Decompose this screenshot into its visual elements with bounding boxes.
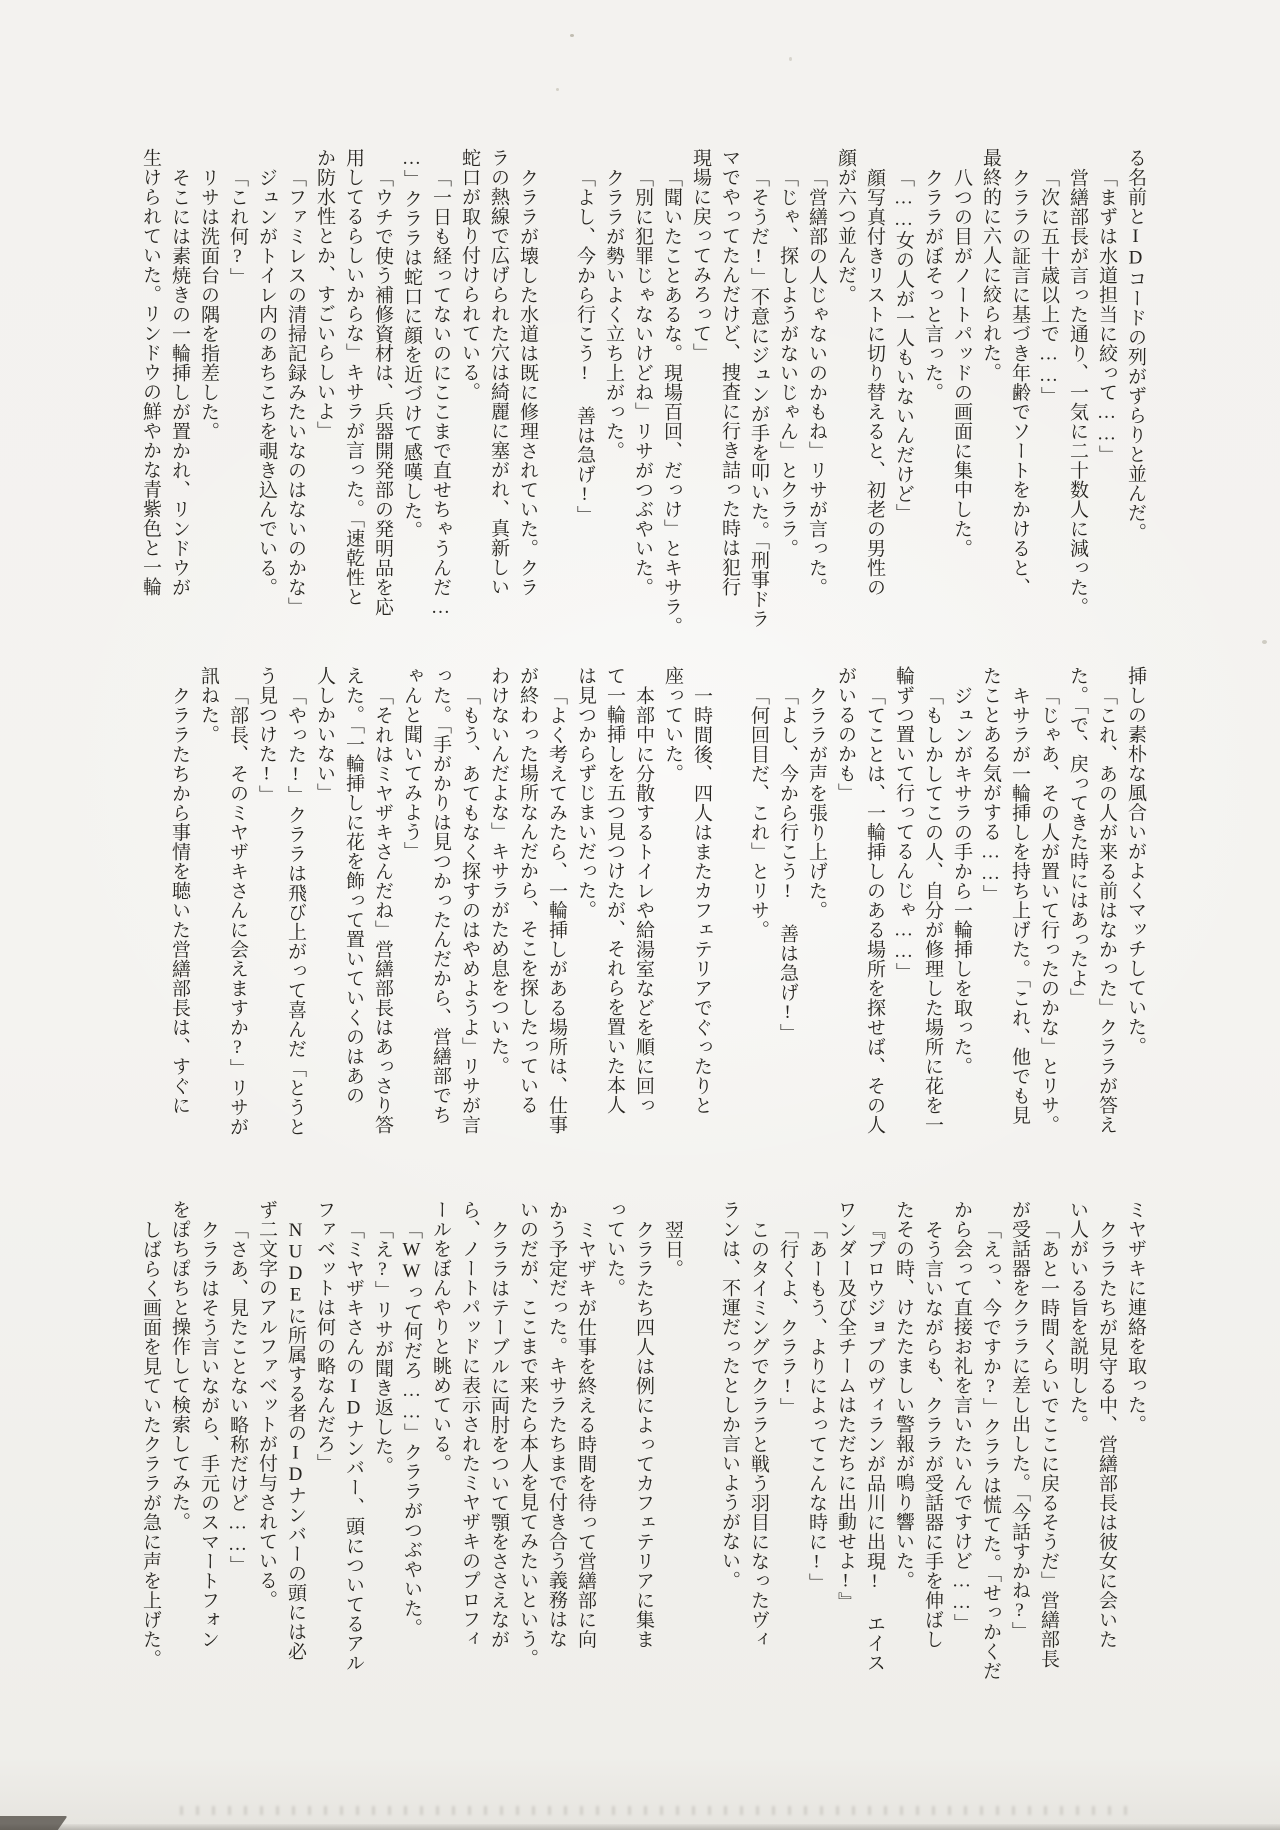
text-column: 「何回目だ、これ」とリサ。 bbox=[748, 686, 769, 940]
text-column: たその時、けたたましい警報が鳴り響いた。 bbox=[893, 1200, 914, 1590]
text-column: クララが壊した水道は既に修理されていた。クラ bbox=[517, 168, 538, 597]
text-column: クララたちが見守る中、営繕部長は彼女に会いた bbox=[1096, 1220, 1117, 1649]
scan-speck bbox=[1262, 640, 1267, 644]
text-column: ゃんと聞いてみよう」 bbox=[401, 666, 422, 861]
text-column: ミヤザキに連絡を取った。 bbox=[1125, 1200, 1146, 1434]
text-column: 「じゃあ、その人が置いて行ったのかな」とリサ。 bbox=[1038, 686, 1059, 1135]
text-column: ラの熱線で広げられた穴は綺麗に塞がれ、真新しい bbox=[488, 148, 509, 597]
text-column: が受話器をクララに差し出した。「今話すかね?」 bbox=[1009, 1200, 1030, 1641]
text-column: 「もう、あてもなく探すのはやめようよ」リサが言 bbox=[459, 686, 480, 1135]
text-column: ミヤザキが仕事を終える時間を待って営繕部に向 bbox=[575, 1220, 596, 1649]
text-column: 営繕部長が言った通り、一気に二十数人に減った。 bbox=[1067, 168, 1088, 617]
text-column: 「行くよ、クララ!」 bbox=[777, 1220, 798, 1417]
text-column: クララが勢いよく立ち上がった。 bbox=[603, 168, 624, 461]
text-column: 「てことは、一輪挿しのある場所を探せば、その人 bbox=[864, 686, 885, 1135]
text-column: が終わった場所なんだから、そこを探したっている bbox=[517, 666, 538, 1115]
text-band-middle bbox=[125, 666, 1150, 1178]
text-column: っていた。 bbox=[604, 1200, 625, 1298]
text-column: をぽちぽちと操作して検索してみた。 bbox=[169, 1200, 190, 1532]
text-column: NUDEに所属する者のIDナンバーの頭には必 bbox=[285, 1220, 306, 1661]
text-column: キサラが一輪挿しを持ち上げた。「これ、他でも見 bbox=[1009, 686, 1030, 1125]
text-column: る名前とIDコードの列がずらりと並んだ。 bbox=[1125, 148, 1146, 542]
text-column: 輪ずつ置いて行ってるんじゃ……」 bbox=[893, 666, 914, 982]
text-column: ら、ノートパッドに表示されたミヤザキのプロフィ bbox=[459, 1200, 480, 1649]
text-column: がいるのかも」 bbox=[835, 666, 856, 803]
text-column: は見つからずじまいだった。 bbox=[575, 666, 596, 920]
text-column: 「ウチで使う補修資材は、兵器開発部の発明品を応 bbox=[372, 168, 393, 617]
text-column: 「ファミレスの清掃記録みたいなのはないのかな」 bbox=[285, 168, 306, 617]
text-column: から会って直接お礼を言いたいんですけど……」 bbox=[951, 1200, 972, 1633]
text-column: 蛇口が取り付けられている。 bbox=[459, 148, 480, 402]
text-column: 「これ何?」 bbox=[227, 168, 248, 287]
text-column: ールをぼんやりと眺めている。 bbox=[430, 1200, 451, 1473]
text-column: 「それはミヤザキさんだね」営繕部長はあっさり答 bbox=[372, 686, 393, 1135]
text-column: 生けられていた。リンドウの鮮やかな青紫色と一輪 bbox=[140, 148, 161, 597]
text-column: 挿しの素朴な風合いがよくマッチしていた。 bbox=[1125, 666, 1146, 1056]
text-column: クララたちから事情を聴いた営繕部長は、すぐに bbox=[169, 686, 190, 1115]
text-column: 「営繕部の人じゃないのかもね」リサが言った。 bbox=[806, 168, 827, 597]
text-column: 「え?」リサが聞き返した。 bbox=[372, 1220, 393, 1476]
page-bleed-artifact bbox=[180, 1806, 1130, 1815]
text-column: たことある気がする……」 bbox=[980, 666, 1001, 904]
scan-speck bbox=[789, 57, 792, 61]
text-column: 翌日。 bbox=[662, 1220, 683, 1279]
text-column: 「そうだ!」不意にジュンが手を叩いた。「刑事ドラ bbox=[748, 168, 769, 629]
text-column: 用してるらしいからな」キサラが言った。「速乾性と bbox=[343, 148, 364, 607]
text-column: 『ブロウジョブのヴィランが品川に出現! エイス bbox=[864, 1220, 885, 1673]
text-column: 「別に犯罪じゃないけどね」リサがつぶやいた。 bbox=[632, 168, 653, 597]
text-column: ファベットは何の略なんだろ」 bbox=[314, 1200, 335, 1473]
text-column: う見つけた!」 bbox=[256, 666, 277, 805]
text-column: クララの証言に基づき年齢でソートをかけると、 bbox=[1009, 168, 1030, 597]
text-column: 「これ、あの人が来る前はなかった」クララが答え bbox=[1096, 686, 1117, 1135]
text-column: 「よし、今から行こう! 善は急げ!」 bbox=[574, 168, 595, 525]
text-column: リサは洗面台の隅を指差した。 bbox=[198, 168, 219, 441]
text-column: 「聞いたことあるな。現場百回、だっけ」とキサラ。 bbox=[661, 168, 682, 636]
text-column: 「よし、今から行こう! 善は急げ!」 bbox=[777, 686, 798, 1043]
text-column: そこには素焼きの一輪挿しが置かれ、リンドウが bbox=[169, 168, 190, 597]
text-column: クララはそう言いながら、手元のスマートフォン bbox=[198, 1220, 219, 1649]
text-column: ジュンがトイレ内のあちこちを覗き込んでいる。 bbox=[256, 168, 277, 597]
text-band-top bbox=[125, 148, 1150, 660]
text-column: 「あと一時間くらいでここに戻るそうだ」営繕部長 bbox=[1038, 1220, 1059, 1669]
text-column: 現場に戻ってみろって」 bbox=[690, 148, 711, 363]
text-column: クララはテーブルに両肘をついて顎をささえなが bbox=[488, 1220, 509, 1649]
text-column: 「よく考えてみたら、一輪挿しがある場所は、仕事 bbox=[546, 686, 567, 1135]
text-column: 「まずは水道担当に絞って……」 bbox=[1096, 168, 1117, 465]
text-column: 本部中に分散するトイレや給湯室などを順に回っ bbox=[633, 686, 654, 1115]
text-column: 「……女の人が一人もいないんだけど」 bbox=[893, 168, 914, 523]
text-column: 「あーもう、よりによってこんな時に!」 bbox=[806, 1220, 827, 1593]
text-column: 「次に五十歳以上で……」 bbox=[1038, 168, 1059, 406]
text-column: て一輪挿しを五つ見つけたが、それらを置いた本人 bbox=[604, 666, 625, 1115]
text-column: た。「で、戻ってきた時にはあったよ」 bbox=[1067, 666, 1088, 1008]
text-column: ランは、不運だったとしか言いようがない。 bbox=[719, 1200, 740, 1590]
text-column: 「もしかしてこの人、自分が修理した場所に花を一 bbox=[922, 686, 943, 1135]
text-column: 「ミヤザキさんのIDナンバー、頭についてるアル bbox=[343, 1220, 364, 1673]
text-column: 「部長、そのミヤザキさんに会えますか?」リサが bbox=[227, 686, 248, 1137]
text-column: クララが声を張り上げた。 bbox=[806, 686, 827, 920]
text-column: 八つの目がノートパッドの画面に集中した。 bbox=[951, 168, 972, 558]
text-column: いのだが、ここまで来たら本人を見てみたいという。 bbox=[517, 1200, 538, 1668]
text-column: ジュンがキサラの手から一輪挿しを取った。 bbox=[951, 686, 972, 1076]
text-column: 「一日も経ってないのにここまで直せちゃうんだ… bbox=[430, 168, 451, 619]
text-column: 「WWって何だろ……」クララがつぶやいた。 bbox=[401, 1220, 422, 1638]
text-column: 顔写真付きリストに切り替えると、初老の男性の bbox=[864, 168, 885, 597]
text-column: 最終的に六人に絞られた。 bbox=[980, 148, 1001, 382]
scan-speck bbox=[556, 88, 559, 91]
text-column: 訊ねた。 bbox=[198, 666, 219, 744]
text-column: 「えっ、今ですか?」クララは慌てた。「せっかくだ bbox=[980, 1220, 1001, 1681]
text-column: 人しかいない」 bbox=[314, 666, 335, 803]
text-column: 一時間後、四人はまたカフェテリアでぐったりと bbox=[691, 686, 712, 1115]
text-column: った。「手がかりは見つかったんだから、営繕部でち bbox=[430, 666, 451, 1125]
text-column: このタイミングでクララと戦う羽目になったヴィ bbox=[748, 1220, 769, 1649]
text-column: かう予定だった。キサラたちまで付き合う義務はな bbox=[546, 1200, 567, 1649]
text-column: しばらく画面を見ていたクララが急に声を上げた。 bbox=[140, 1220, 161, 1669]
text-column: か防水性とか、すごいらしいよ」 bbox=[314, 148, 335, 441]
text-column: ず二文字のアルファベットが付与されている。 bbox=[256, 1200, 277, 1610]
text-column: ワンダー及び全チームはただちに出動せよ!』 bbox=[835, 1200, 856, 1612]
scan-speck bbox=[570, 34, 574, 37]
text-column: 「さあ、見たことない略称だけど……」 bbox=[227, 1220, 248, 1575]
text-column: …」クララは蛇口に顔を近づけて感嘆した。 bbox=[401, 148, 422, 540]
text-column: 「じゃ、探しようがないじゃん」とクララ。 bbox=[777, 168, 798, 558]
text-column: そう言いながらも、クララが受話器に手を伸ばし bbox=[922, 1220, 943, 1649]
text-column: クララたち四人は例によってカフェテリアに集ま bbox=[633, 1220, 654, 1649]
text-column: わけないんだよな」キサラがため息をついた。 bbox=[488, 666, 509, 1076]
text-column: クララがぼそっと言った。 bbox=[922, 168, 943, 402]
scan-bottom-edge bbox=[0, 1824, 1280, 1830]
text-column: えた。「一輪挿しに花を飾って置いていくのはあの bbox=[343, 666, 364, 1105]
text-band-bottom bbox=[125, 1200, 1150, 1712]
text-column: い人がいる旨を説明した。 bbox=[1067, 1200, 1088, 1434]
text-column: マでやってたんだけど、捜査に行き詰った時は犯行 bbox=[719, 148, 740, 597]
text-column: 「やった!」クララは飛び上がって喜んだ「とうと bbox=[285, 686, 306, 1137]
text-column: 顔が六つ並んだ。 bbox=[835, 148, 856, 304]
text-column: 座っていた。 bbox=[662, 666, 683, 783]
